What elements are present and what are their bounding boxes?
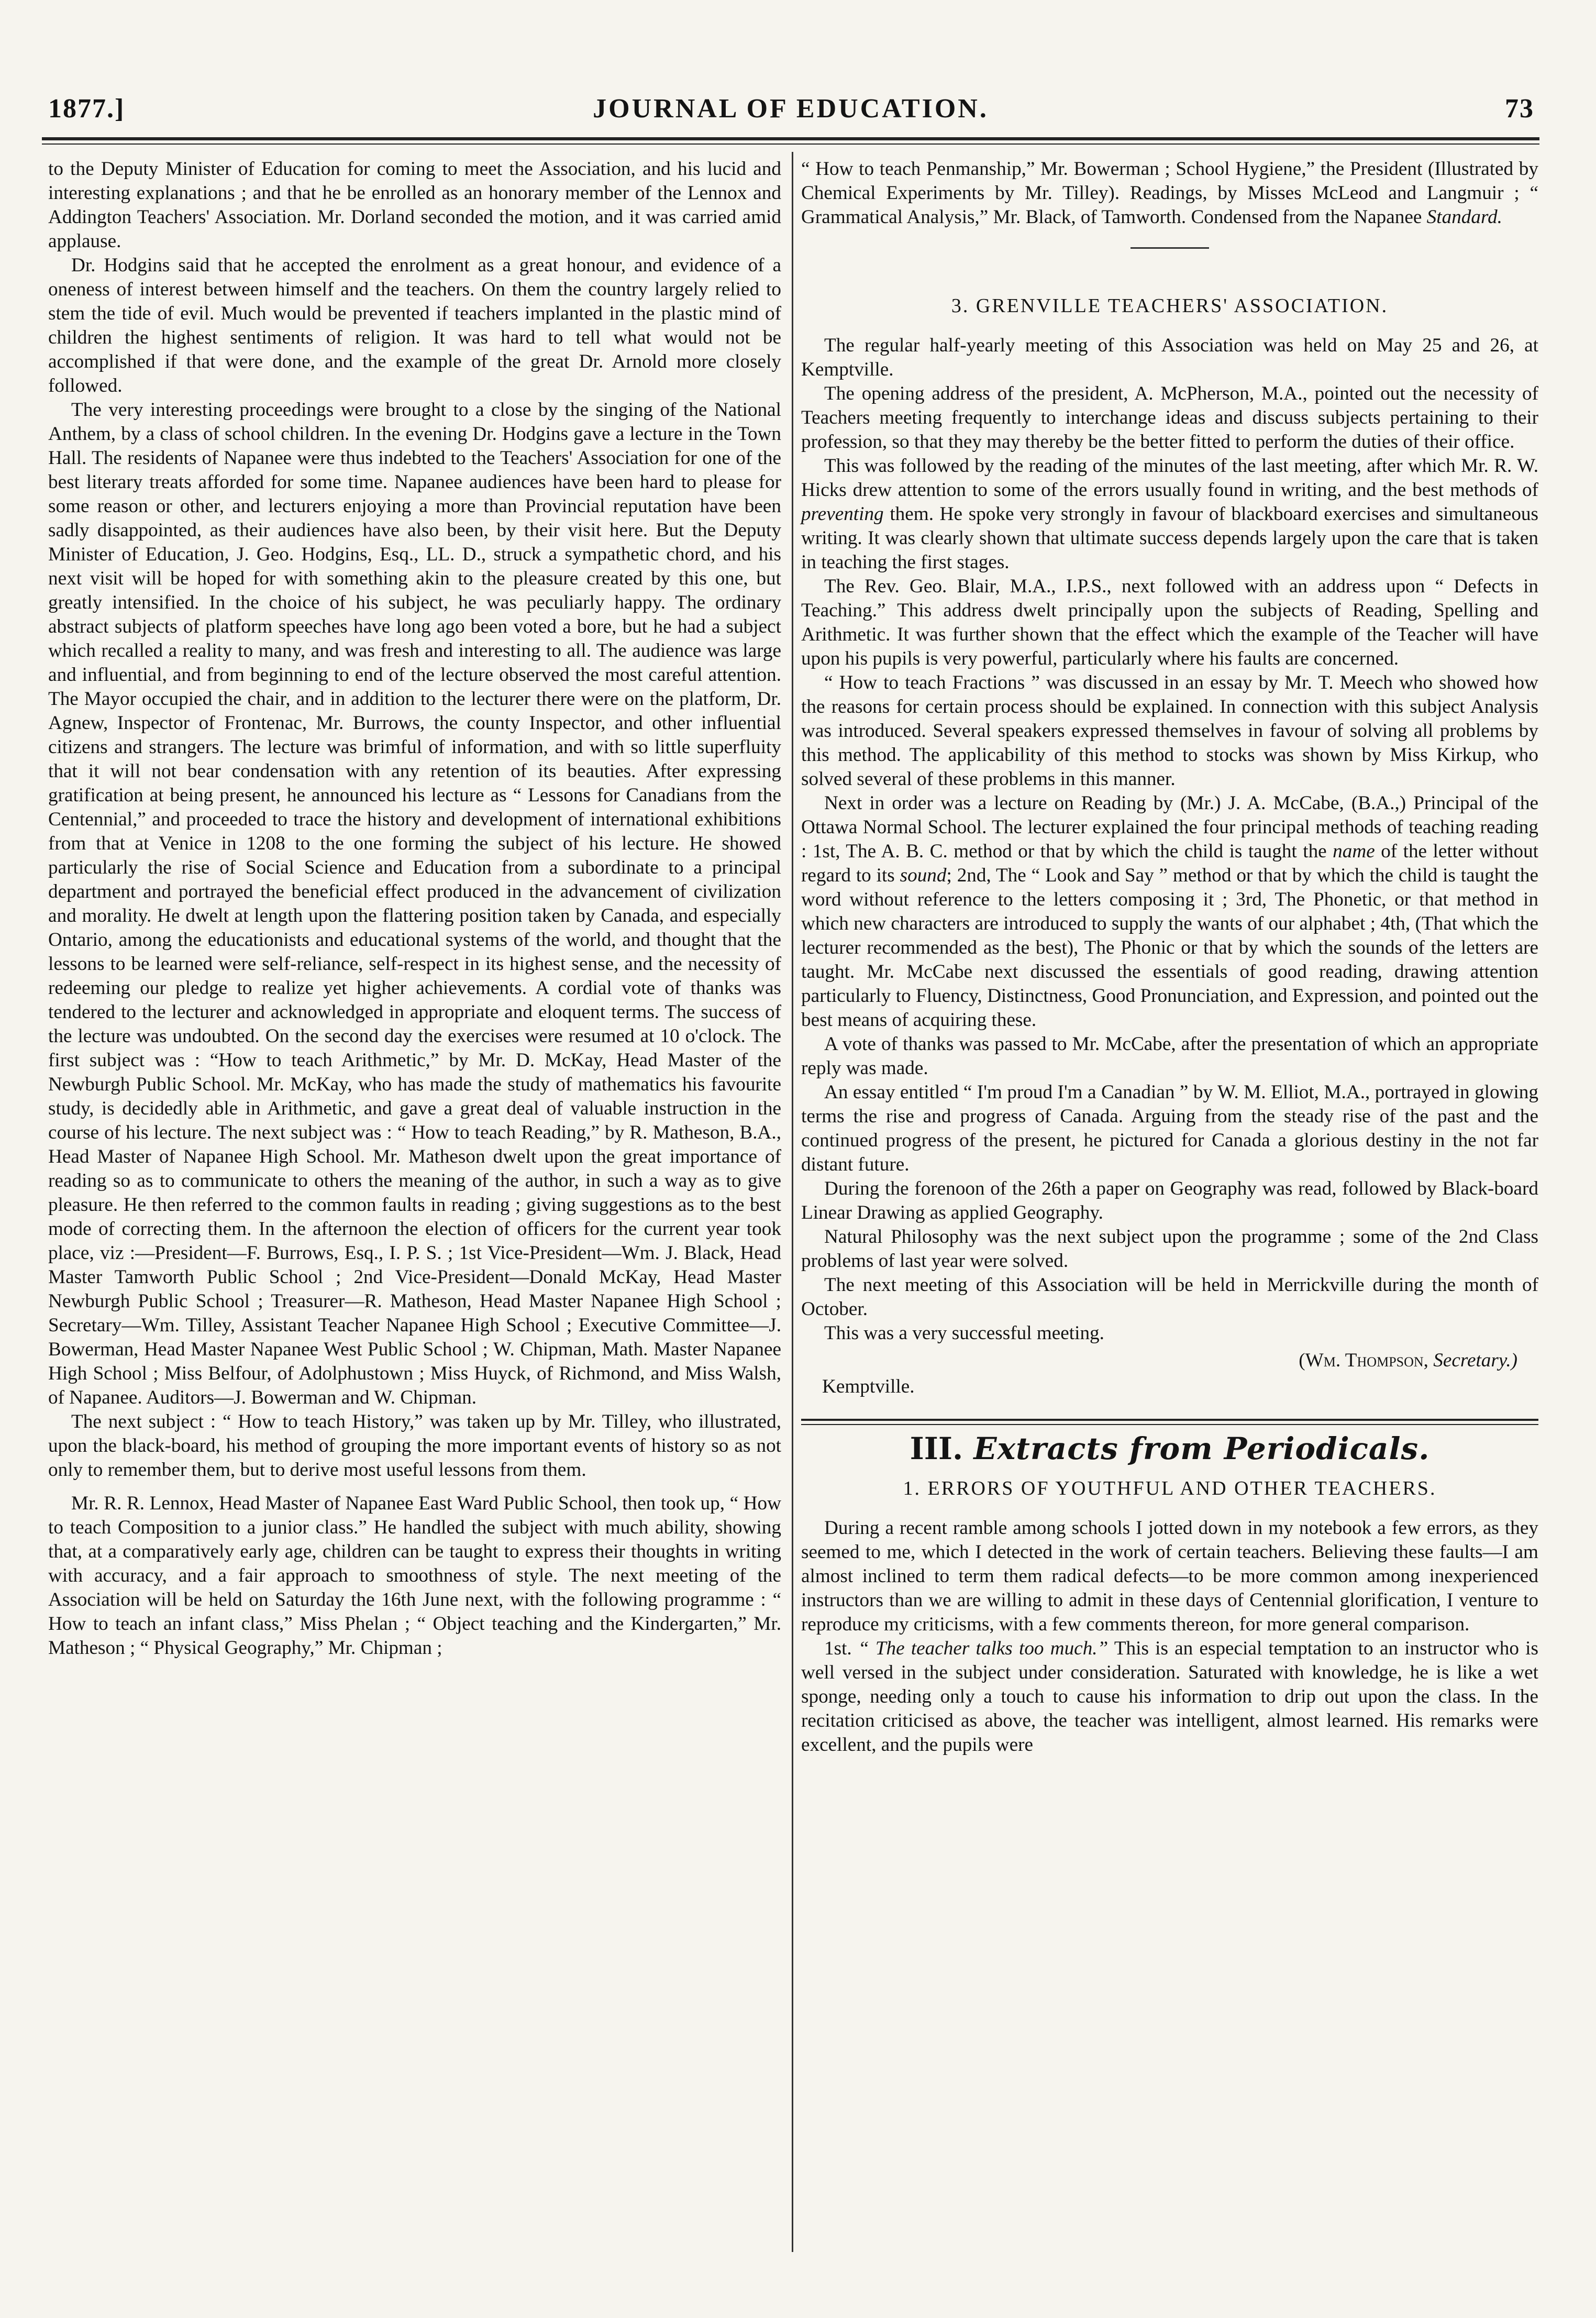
section-heading: 3. GRENVILLE TEACHERS' ASSOCIATION. (951, 295, 1389, 317)
blackletter-title: Extracts from Periodicals. (973, 1431, 1430, 1466)
paragraph: During a recent ramble among schools I jotted down in my notebook a few errors, as they seemed to me, which I detected in the work of certain teachers. Believing these faults—I am almost inclined to term them radical defects—to be more common among inexperienced instructors than we are willing to admit in these days of Centennial glorification, I venture to reproduce my criticisms, with a few comments thereon, for more general comparison. (801, 1517, 1538, 1635)
paragraph: The next subject : “ How to teach History,” was taken up by Mr. Tilley, who illustrated, upon the black-board, his method of grouping the more important events of history so as not only to remember them, but to derive most useful lessons from them. (48, 1411, 781, 1481)
paragraph: Natural Philosophy was the next subject upon the programme ; some of the 2nd Class problems of last year were solved. (801, 1226, 1538, 1272)
paragraph: The regular half-yearly meeting of this Association was held on May 25 and 26, at Kemptville. (801, 335, 1538, 380)
paragraph: to the Deputy Minister of Education for coming to meet the Association, and his lucid and interesting explanations ; and that he be enrolled as an honorary member of the Lennox and Addington Teachers' Association. Mr. Dorland seconded the motion, and it was carried amid applause. (48, 158, 781, 252)
paragraph: This was a very successful meeting. (824, 1322, 1104, 1344)
page-number: 73 (1505, 94, 1534, 124)
paragraph: Mr. R. R. Lennox, Head Master of Napanee East Ward Public School, then took up, “ How to teach Composition to a junior class.” He handled the subject with much ability, showing that, at a comparatively early age, children can be taught to express their thoughts in writing with accuracy, and a fair approach to smoothness of style. The next meeting of the Association will be held on Saturday the 16th June next, with the following programme : “ How to teach an infant class,” Miss Phelan ; “ Object teaching and the Kindergarten,” Mr. Matheson ; “ Physical Geography,” Mr. Chipman ; (48, 1493, 781, 1659)
source-citation: Standard. (1426, 206, 1502, 228)
paragraph: An essay entitled “ I'm proud I'm a Canadian ” by W. M. Elliot, M.A., portrayed in glowing terms the rise and progress of Canada. Arguing from the steady rise of the past and the continued progress of the present, he pictured for Canada a glorious destiny in the not far distant future. (801, 1081, 1538, 1175)
left-column (48, 157, 781, 1660)
right-column (801, 157, 1538, 1757)
paragraph: The very interesting proceedings were brought to a close by the singing of the National Anthem, by a class of school children. In the evening Dr. Hodgins gave a lecture in the Town Hall. The residents of Napanee were thus indebted to the Teachers' Association for one of the best literary treats afforded for some time. Napanee audiences have been hard to please for some reason or other, and lecturers enjoying a more than Provincial reputation have been sadly disappointed, as their audiences have also been, by their visit here. But the Deputy Minister of Education, J. Geo. Hodgins, Esq., LL. D., struck a sympathetic chord, and his next visit will be hoped for with something akin to the pleasure created by this one, but greatly intensified. In the choice of his subject, he was peculiarly happy. The ordinary abstract subjects of platform speeches have long ago been voted a bore, but he had a subject which recalled a reality to many, and was fresh and interesting to all. The audience was large and influential, and from beginning to end of the lecture observed the most careful attention. The Mayor occupied the chair, and in addition to the lecturer there were on the platform, Dr. Agnew, Inspector of Frontenac, Mr. Burrows, the county Inspector, and other influential citizens and strangers. The lecture was brimful of information, and with so little superfluity that it will not bear condensation with any retention of its beauties. After expressing gratification at being present, he announced his lecture as “ Lessons for Canadians from the Centennial,” and proceeded to trace the history and development of international exhibitions from that at Venice in 1208 to the one forming the subject of his lecture. He showed particularly the rise of Social Science and Education from a subordinate to a principal department and portrayed the beneficial effect produced in the advancement of civilization and morality. He dwelt at length upon the flattering position taken by Canada, and especially Ontario, among the educationists and educational systems of the world, and thought that the lessons to be learned were self-reliance, self-respect in its highest sense, and the necessity of redeeming our pledge to realize yet higher achievements. A cordial vote of thanks was tendered to the lecturer and acknowledged in appropriate and eloquent terms. The success of the lecture was undoubted. On the second day the exercises were resumed at 10 o'clock. The first subject was : “How to teach Arithmetic,” by Mr. D. McKay, Head Master of the Newburgh Public School. Mr. McKay, who has made the study of mathematics his favourite study, is decidedly able in Arithmetic, and gave a great deal of valuable instruction in the course of his lecture. The next subject was : “ How to teach Reading,” by R. Matheson, B.A., Head Master of Napanee High School. Mr. Matheson dwelt upon the great importance of reading so as to communicate to others the meaning of the author, in such a way as to give pleasure. He then referred to the common faults in reading ; giving suggestions as to the best mode of correcting them. In the afternoon the election of officers for the current year took place, viz :—President—F. Burrows, Esq., I. P. S. ; 1st Vice-President—Wm. J. Black, Head Master Tamworth Public School ; 2nd Vice-President—Donald McKay, Head Master Newburgh Public School ; Treasurer—R. Matheson, Head Master Napanee High School ; Secretary—Wm. Tilley, Assistant Teacher Napanee High School ; Executive Committee—J. Bowerman, Head Master Napanee West Public School ; W. Chipman, Math. Master Napanee High School ; Miss Belfour, of Adolphustown ; Miss Huyck, of Richmond, and Miss Walsh, of Napanee. Auditors—J. Bowerman and W. Chipman. (48, 399, 781, 1408)
running-header (42, 89, 1539, 131)
paragraph: The next meeting of this Association will be held in Merrickville during the month of October. (801, 1274, 1538, 1320)
section-separator (1130, 247, 1209, 249)
place-line: Kemptville. (822, 1376, 915, 1397)
paragraph: “ How to teach Fractions ” was discussed in an essay by Mr. T. Meech who showed how the reasons for certain process should be explained. In connection with this subject Analysis was introduced. Several speakers expressed themselves in favour of solving all problems by this method. The applicability of this method to stocks was shown by Miss Kirkup, who solved several of these problems in this manner. (801, 672, 1538, 790)
signature: (Wm. Thompson, Secretary.) (1299, 1350, 1517, 1371)
paragraph: During the forenoon of the 26th a paper on Geography was read, followed by Black-board Linear Drawing as applied Geography. (801, 1178, 1538, 1223)
part-heading: III. Extracts from Periodicals. (910, 1431, 1430, 1466)
paragraph: This was followed by the reading of the minutes of the last meeting, after which Mr. R. W. Hicks drew attention to some of the errors usually found in writing, and the best methods of preventing them. He spoke very strongly in favour of blackboard exercises and simultaneous writing. It was clearly shown that ultimate success depends largely upon the care that is taken in teaching the first stages. (801, 455, 1539, 573)
header-year: 1877.] (48, 94, 125, 124)
header-rule-thin (42, 144, 1539, 145)
paragraph: The Rev. Geo. Blair, M.A., I.P.S., next followed with an address upon “ Defects in Teaching.” This address dwelt principally upon the subjects of Reading, Spelling and Arithmetic. It was further shown that the effect which the example of the Teacher will have upon his pupils is very powerful, particularly where his faults are concerned. (801, 576, 1538, 669)
paragraph: 1st. “ The teacher talks too much.” This is an especial temptation to an instructor who is well versed in the subject under consideration. Saturated with knowledge, he is like a wet sponge, needing only a touch to cause his information to drip out upon the class. In the recitation criticised as above, the teacher was intelligent, almost learned. His remarks were excellent, and the pupils were (801, 1638, 1538, 1756)
paragraph: A vote of thanks was passed to Mr. McCabe, after the presentation of which an appropriate reply was made. (801, 1033, 1538, 1079)
part-rule-thick (801, 1419, 1538, 1421)
part-rule-thin (801, 1424, 1538, 1425)
journal-title: JOURNAL OF EDUCATION. (593, 94, 989, 124)
article-heading: 1. ERRORS OF YOUTHFUL AND OTHER TEACHERS. (903, 1477, 1437, 1499)
column-divider (792, 152, 793, 2252)
paragraph: “ How to teach Penmanship,” Mr. Bowerman ; School Hygiene,” the President (Illustrated by Chemical Experiments by Mr. Tilley). Readings, by Misses McLeod and Langmuir ; “ Grammatical Analysis,” Mr. Black, of Tamworth. Condensed from the Napanee Standard. (801, 158, 1538, 228)
paragraph: Dr. Hodgins said that he accepted the enrolment as a great honour, and evidence of a oneness of interest between himself and the teachers. On them the country largely relied to stem the tide of evil. Much would be prevented if teachers implanted in the plastic mind of children the highest sentiments of religion. It was hard to tell what would not be accomplished if that were done, and the example of the great Dr. Arnold more closely followed. (48, 255, 781, 396)
paragraph: Next in order was a lecture on Reading by (Mr.) J. A. McCabe, (B.A.,) Principal of the Ottawa Normal School. The lecturer explained the four principal methods of teaching reading : 1st, The A. B. C. method or that by which the child is taught the name of the letter without regard to its sound; 2nd, The “ Look and Say ” method or that by which the child is taught the word without reference to the letters composing it ; 3rd, The Phonetic, or that method in which new characters are introduced to supply the wants of our alphabet ; 4th, (That which the lecturer recommended as the best), The Phonic or that by which the sounds of the letters are taught. Mr. McCabe next discussed the essentials of good reading, drawing attention particularly to Fluency, Distinctness, Good Pronunciation, and Expression, and pointed out the best means of acquiring these. (801, 792, 1539, 1031)
paragraph: The opening address of the president, A. McPherson, M.A., pointed out the necessity of Teachers meeting frequently to interchange ideas and discuss subjects pertaining to their profession, so that they may thereby be the better fitted to perform the duties of their office. (801, 383, 1538, 452)
header-rule-thick (42, 137, 1539, 140)
